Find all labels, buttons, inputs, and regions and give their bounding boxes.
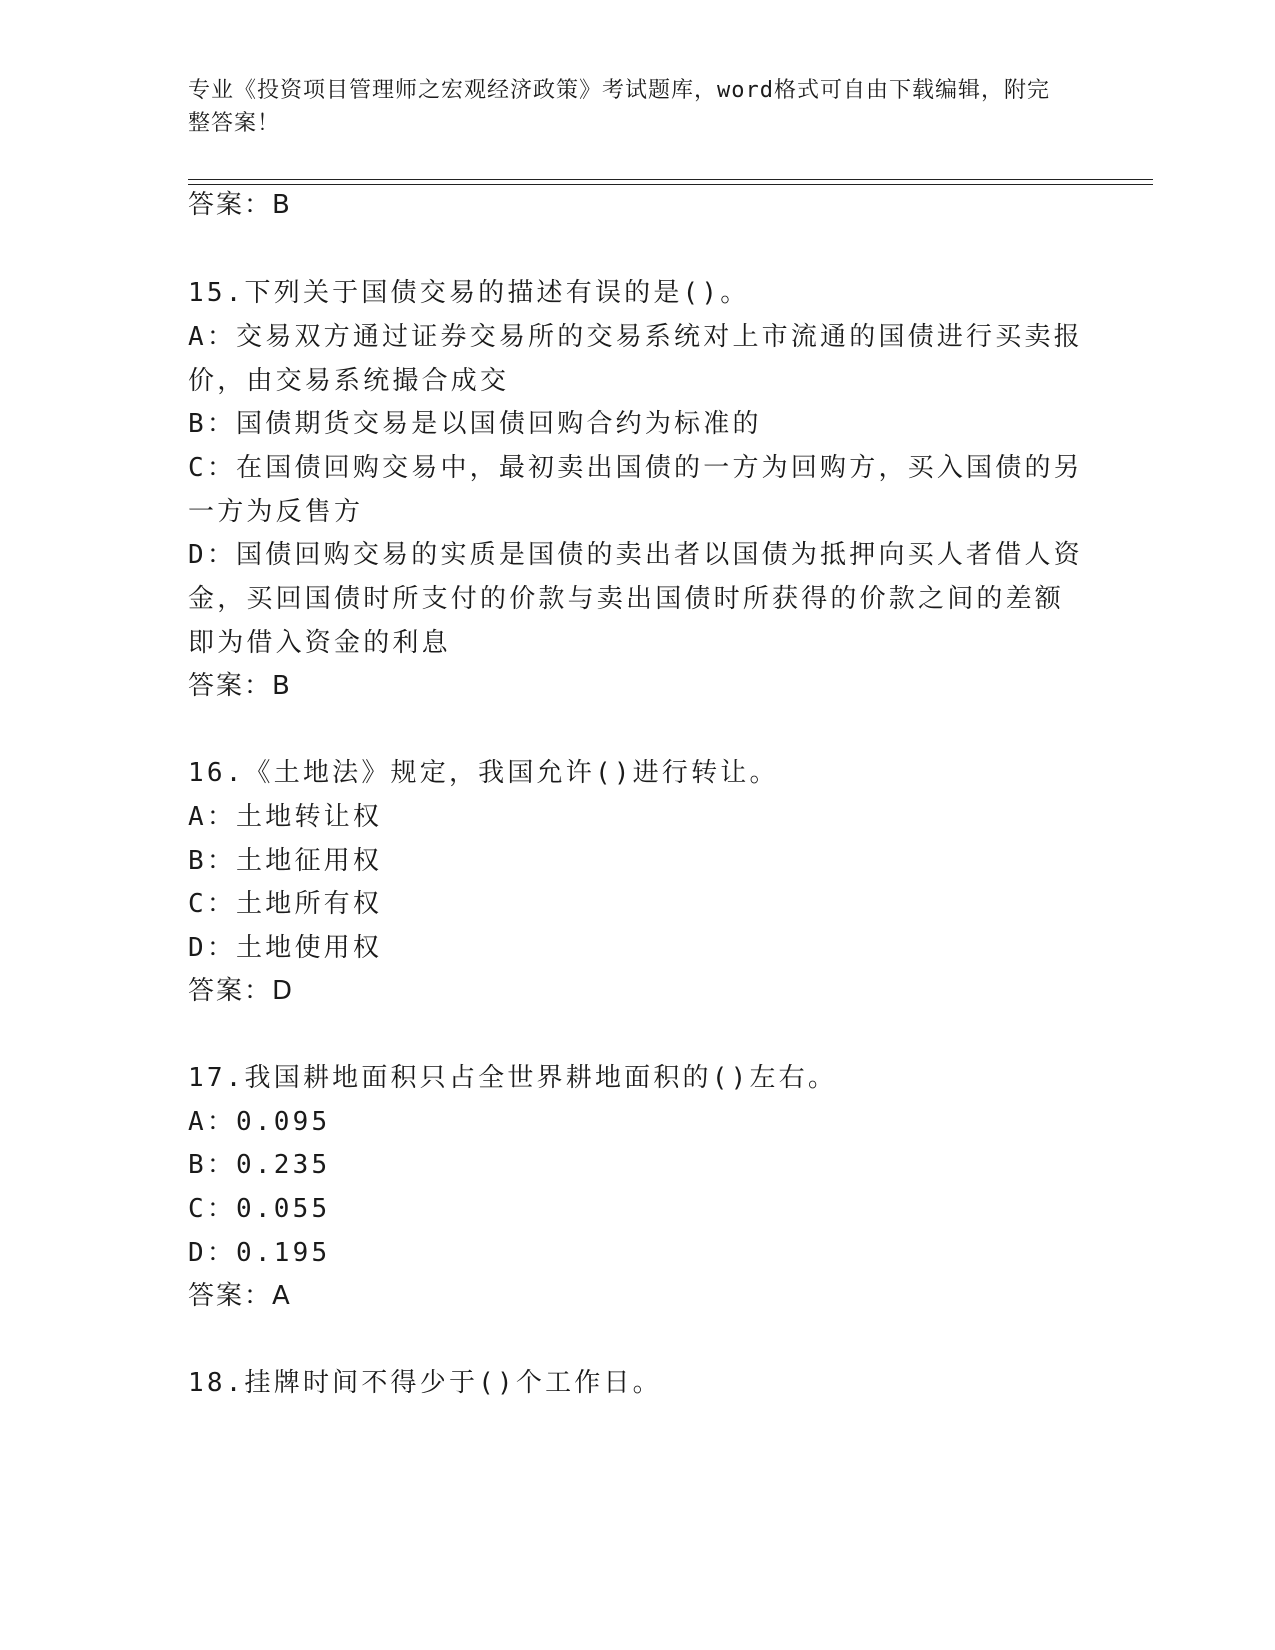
question-17-option-c: C：0.055 [188,1194,331,1224]
question-16-option-c: C：土地所有权 [188,889,383,919]
question-15-option-d-line2: 金，买回国债时所支付的价款与卖出国债时所获得的价款之间的差额 [188,584,1065,614]
question-15-option-b: B：国债期货交易是以国债回购合约为标准的 [188,409,762,439]
question-17-option-a: A：0.095 [188,1107,331,1137]
question-16-answer: 答案：D [188,976,295,1006]
question-17-option-d: D：0.195 [188,1238,331,1268]
header-divider-top [188,179,1153,180]
question-15-option-d-line1: D：国债回购交易的实质是国债的卖出者以国债为抵押向买人者借人资 [188,540,1083,570]
question-15-answer: 答案：B [188,671,292,701]
question-15: 15.下列关于国债交易的描述有误的是()。 [188,278,750,308]
question-16-option-b: B：土地征用权 [188,846,383,876]
question-16-option-d: D：土地使用权 [188,933,383,963]
question-17-answer: 答案：A [188,1281,292,1311]
question-15-option-c-line1: C：在国债回购交易中，最初卖出国债的一方为回购方，买入国债的另 [188,453,1083,483]
question-15-option-d-line3: 即为借入资金的利息 [188,628,451,658]
question-15-option-c-line2: 一方为反售方 [188,497,364,527]
question-16: 16.《土地法》规定，我国允许()进行转让。 [188,758,779,788]
question-15-option-a-line1: A：交易双方通过证券交易所的交易系统对上市流通的国债进行买卖报 [188,322,1083,352]
document-intro: 专业《投资项目管理师之宏观经济政策》考试题库，word格式可自由下载编辑，附完整答案！ [188,78,1050,136]
question-16-option-a: A：土地转让权 [188,802,383,832]
header-divider-bottom [188,184,1153,185]
question-18: 18.挂牌时间不得少于()个工作日。 [188,1368,662,1398]
previous-answer: 答案：B [188,190,292,220]
question-15-option-a-line2: 价，由交易系统撮合成交 [188,366,510,396]
question-17: 17.我国耕地面积只占全世界耕地面积的()左右。 [188,1063,838,1093]
question-17-option-b: B：0.235 [188,1150,331,1180]
